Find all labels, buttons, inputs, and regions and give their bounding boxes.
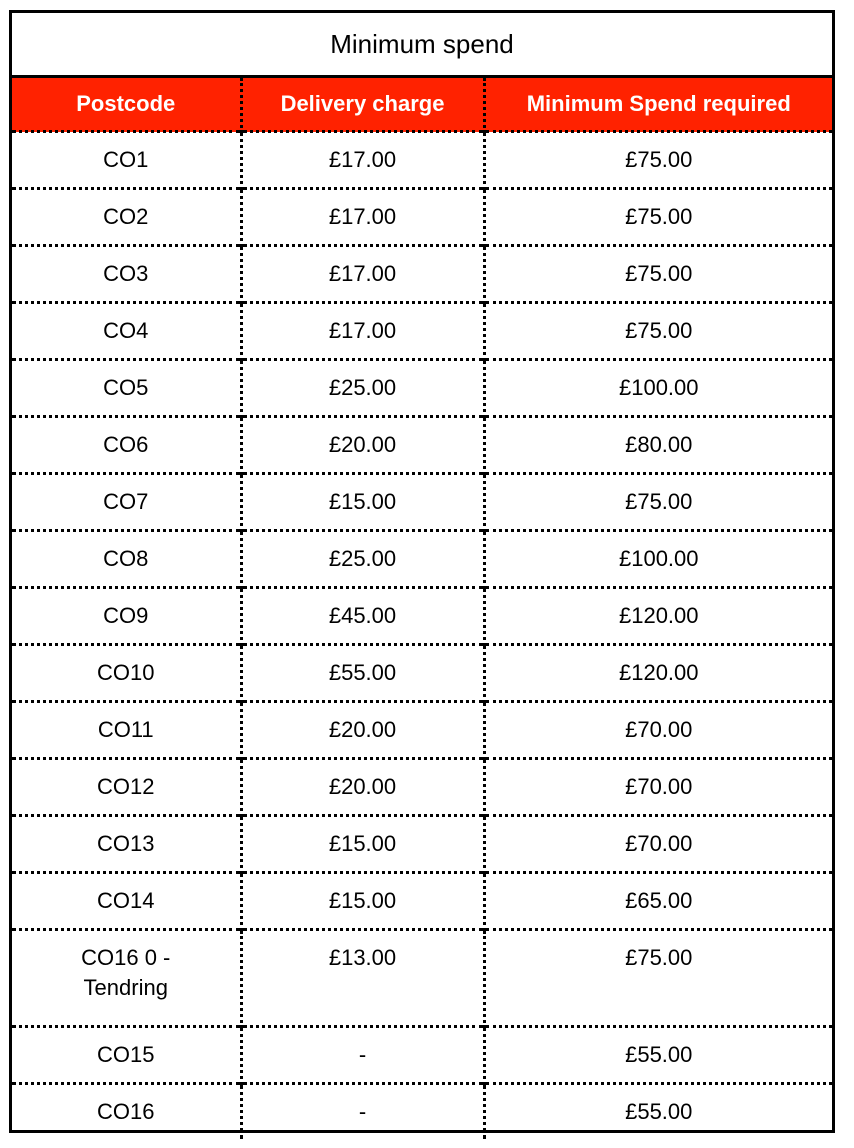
minimum-spend-cell: £55.00 [484,1084,832,1140]
minimum-spend-cell: £70.00 [484,702,832,759]
postcode-cell: CO1 [12,132,241,189]
postcode-cell: CO16 0 - Tendring [12,930,241,1027]
postcode-cell: CO10 [12,645,241,702]
delivery-charge-cell: £13.00 [241,930,484,1027]
table-row [12,645,832,702]
delivery-charge-cell: £20.00 [241,417,484,474]
minimum-spend-cell: £100.00 [484,360,832,417]
postcode-cell: CO2 [12,189,241,246]
table-row [12,1027,832,1084]
postcode-cell: CO15 [12,1027,241,1084]
postcode-cell: CO16 [12,1084,241,1140]
table-row [12,246,832,303]
minimum-spend-cell: £75.00 [484,474,832,531]
postcode-cell: CO11 [12,702,241,759]
minimum-spend-cell: £75.00 [484,132,832,189]
table-row [12,702,832,759]
delivery-charge-cell: £15.00 [241,474,484,531]
delivery-charge-cell: - [241,1084,484,1140]
minimum-spend-cell: £120.00 [484,588,832,645]
minimum-spend-cell: £120.00 [484,645,832,702]
delivery-charge-cell: £17.00 [241,132,484,189]
header-postcode: Postcode [12,78,241,132]
delivery-charge-cell: £45.00 [241,588,484,645]
minimum-spend-cell: £70.00 [484,816,832,873]
table-row [12,588,832,645]
delivery-charge-cell: - [241,1027,484,1084]
minimum-spend-cell: £75.00 [484,246,832,303]
minimum-spend-table-frame [9,10,835,1133]
table-row [12,531,832,588]
delivery-charge-cell: £15.00 [241,816,484,873]
minimum-spend-cell: £80.00 [484,417,832,474]
postcode-cell: CO13 [12,816,241,873]
postcode-cell: CO7 [12,474,241,531]
postcode-cell: CO5 [12,360,241,417]
delivery-charge-cell: £20.00 [241,759,484,816]
minimum-spend-table [12,78,832,1139]
delivery-charge-cell: £15.00 [241,873,484,930]
minimum-spend-cell: £70.00 [484,759,832,816]
minimum-spend-cell: £75.00 [484,930,832,1027]
minimum-spend-cell: £65.00 [484,873,832,930]
table-row [12,474,832,531]
table-row [12,873,832,930]
header-delivery-charge: Delivery charge [241,78,484,132]
delivery-charge-cell: £55.00 [241,645,484,702]
table-body [12,132,832,1140]
postcode-cell: CO6 [12,417,241,474]
delivery-charge-cell: £25.00 [241,360,484,417]
postcode-cell: CO4 [12,303,241,360]
minimum-spend-cell: £100.00 [484,531,832,588]
postcode-cell: CO12 [12,759,241,816]
delivery-charge-cell: £17.00 [241,189,484,246]
table-row [12,930,832,1027]
delivery-charge-cell: £17.00 [241,246,484,303]
postcode-cell: CO9 [12,588,241,645]
delivery-charge-cell: £25.00 [241,531,484,588]
table-row [12,759,832,816]
header-minimum-spend: Minimum Spend required [484,78,832,132]
postcode-cell: CO8 [12,531,241,588]
table-title: Minimum spend [12,13,832,78]
minimum-spend-cell: £55.00 [484,1027,832,1084]
table-row [12,132,832,189]
postcode-cell: CO3 [12,246,241,303]
table-row [12,303,832,360]
minimum-spend-cell: £75.00 [484,189,832,246]
minimum-spend-cell: £75.00 [484,303,832,360]
table-row [12,816,832,873]
delivery-charge-cell: £20.00 [241,702,484,759]
table-row [12,360,832,417]
table-row [12,189,832,246]
delivery-charge-cell: £17.00 [241,303,484,360]
table-row [12,1084,832,1140]
header-row [12,78,832,132]
table-row [12,417,832,474]
postcode-cell: CO14 [12,873,241,930]
